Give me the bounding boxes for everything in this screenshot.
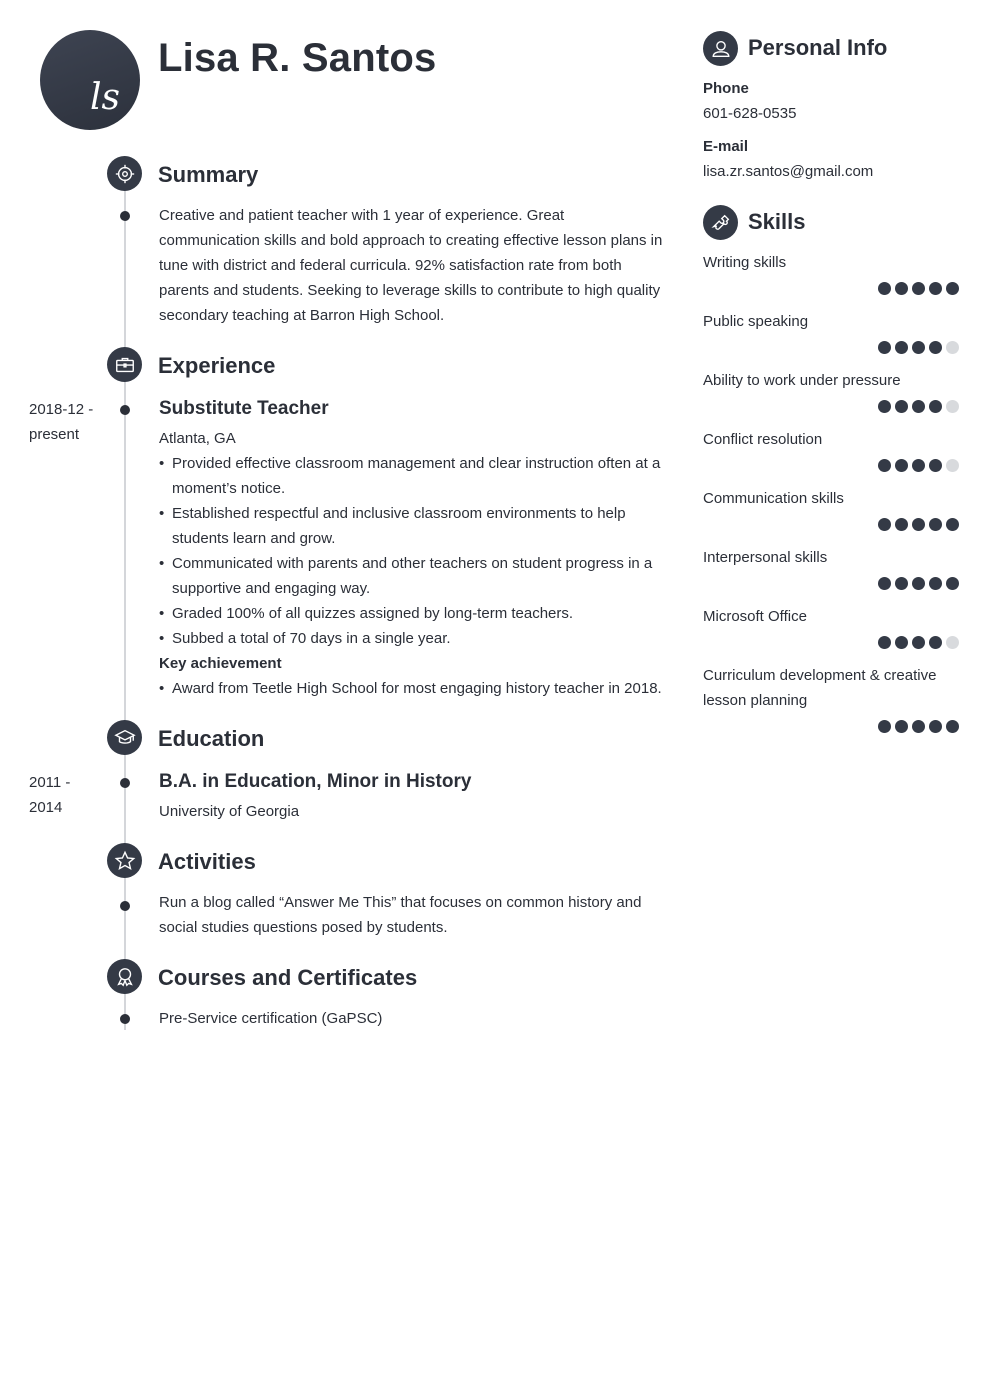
timeline-dot bbox=[120, 778, 130, 788]
activities-heading: Activities bbox=[158, 849, 256, 874]
achievement-bullets bbox=[159, 676, 669, 701]
skill-name: Interpersonal skills bbox=[703, 549, 828, 566]
summary-heading: Summary bbox=[158, 162, 259, 187]
rating-dot-filled bbox=[878, 577, 891, 590]
school-name: University of Georgia bbox=[159, 803, 300, 820]
skill-name: Ability to work under pressure bbox=[703, 372, 901, 389]
star-icon bbox=[107, 843, 142, 878]
job-title: Substitute Teacher bbox=[159, 398, 329, 419]
rating-dot-empty bbox=[946, 341, 959, 354]
rating-dot-filled bbox=[878, 400, 891, 413]
rating-dot-filled bbox=[895, 518, 908, 531]
experience-entry bbox=[159, 398, 669, 701]
skill-name: Microsoft Office bbox=[703, 608, 807, 625]
user-icon bbox=[703, 31, 738, 66]
rating-dot-filled bbox=[912, 518, 925, 531]
education-date-start: 2011 - bbox=[29, 774, 71, 791]
rating-dot-filled bbox=[929, 282, 942, 295]
rating-dot-filled bbox=[912, 720, 925, 733]
rating-dot-filled bbox=[946, 518, 959, 531]
list-item: • Established respectful and inclusive classroom environments to help students learn and grow. bbox=[159, 501, 669, 551]
rating-dot-filled bbox=[895, 577, 908, 590]
skill-name: Public speaking bbox=[703, 313, 809, 330]
rating-dot-filled bbox=[878, 341, 891, 354]
rating-dot-filled bbox=[929, 518, 942, 531]
candidate-name: Lisa R. Santos bbox=[158, 36, 437, 80]
rating-dot-filled bbox=[878, 720, 891, 733]
activities-text: Run a blog called “Answer Me This” that focuses on common history and social studies questions posed by students. bbox=[159, 894, 642, 936]
email-value: lisa.zr.santos@gmail.com bbox=[703, 163, 874, 180]
rating-dot-empty bbox=[946, 459, 959, 472]
monogram-avatar bbox=[40, 30, 140, 130]
rating-dot-filled bbox=[946, 577, 959, 590]
skill-rating bbox=[878, 577, 959, 590]
rating-dot-filled bbox=[946, 720, 959, 733]
skill-name: Curriculum development & creative lesson planning bbox=[703, 667, 937, 709]
education-entry bbox=[159, 771, 669, 824]
monogram-initials: ls bbox=[90, 77, 120, 118]
rating-dot-filled bbox=[895, 636, 908, 649]
rating-dot-filled bbox=[912, 459, 925, 472]
rating-dot-filled bbox=[929, 577, 942, 590]
education-heading: Education bbox=[158, 726, 265, 751]
rating-dot-filled bbox=[878, 282, 891, 295]
degree-title: B.A. in Education, Minor in History bbox=[159, 771, 472, 792]
skill-rating bbox=[878, 341, 959, 354]
rating-dot-filled bbox=[895, 720, 908, 733]
timeline-dot bbox=[120, 211, 130, 221]
rating-dot-filled bbox=[878, 459, 891, 472]
experience-date bbox=[29, 397, 104, 447]
rating-dot-filled bbox=[895, 400, 908, 413]
rating-dot-filled bbox=[912, 636, 925, 649]
skill-rating bbox=[878, 459, 959, 472]
rating-dot-filled bbox=[929, 400, 942, 413]
rating-dot-filled bbox=[878, 518, 891, 531]
list-item: • Award from Teetle High School for most engaging history teacher in 2018. bbox=[159, 676, 669, 701]
education-date bbox=[29, 770, 104, 820]
skill-name: Writing skills bbox=[703, 254, 787, 271]
rating-dot-filled bbox=[912, 577, 925, 590]
timeline-dot bbox=[120, 405, 130, 415]
skill-name: Communication skills bbox=[703, 490, 844, 507]
award-ribbon-icon bbox=[107, 959, 142, 994]
summary-text: Creative and patient teacher with 1 year of experience. Great communication skills and bold approach to creating effective lesson plans in tune with district and federal curricula. 92% satisfaction rate from both parents and students. Seeking to leverage skills to contribute to high quality secondary teaching at Barron High School. bbox=[159, 207, 663, 324]
rating-dot-filled bbox=[929, 459, 942, 472]
key-achievement-label: Key achievement bbox=[159, 655, 282, 672]
rating-dot-filled bbox=[912, 341, 925, 354]
rating-dot-filled bbox=[929, 720, 942, 733]
skill-rating bbox=[878, 720, 959, 733]
puzzle-icon bbox=[703, 205, 738, 240]
rating-dot-filled bbox=[895, 459, 908, 472]
rating-dot-filled bbox=[912, 282, 925, 295]
rating-dot-filled bbox=[895, 282, 908, 295]
phone-label: Phone bbox=[703, 80, 749, 97]
graduation-cap-icon bbox=[107, 720, 142, 755]
list-item: • Graded 100% of all quizzes assigned by long-term teachers. bbox=[159, 601, 669, 626]
experience-date-start: 2018-12 - bbox=[29, 401, 94, 418]
rating-dot-filled bbox=[929, 636, 942, 649]
job-bullets bbox=[159, 451, 669, 651]
briefcase-icon bbox=[107, 347, 142, 382]
list-item: • Provided effective classroom management and clear instruction often at a moment’s notice. bbox=[159, 451, 669, 501]
skill-rating bbox=[878, 636, 959, 649]
skill-rating bbox=[878, 282, 959, 295]
skill-rating bbox=[878, 518, 959, 531]
phone-value: 601-628-0535 bbox=[703, 105, 797, 122]
courses-heading: Courses and Certificates bbox=[158, 965, 418, 990]
personal-info-heading: Personal Info bbox=[748, 35, 888, 60]
skills-heading: Skills bbox=[748, 209, 806, 234]
rating-dot-filled bbox=[946, 282, 959, 295]
rating-dot-filled bbox=[912, 400, 925, 413]
skill-rating bbox=[878, 400, 959, 413]
skill-name: Conflict resolution bbox=[703, 431, 823, 448]
rating-dot-empty bbox=[946, 400, 959, 413]
job-location: Atlanta, GA bbox=[159, 430, 236, 447]
email-label: E-mail bbox=[703, 138, 749, 155]
courses-text: Pre-Service certification (GaPSC) bbox=[159, 1010, 383, 1027]
timeline-dot bbox=[120, 901, 130, 911]
timeline-dot bbox=[120, 1014, 130, 1024]
education-date-end: 2014 bbox=[29, 799, 63, 816]
rating-dot-empty bbox=[946, 636, 959, 649]
rating-dot-filled bbox=[878, 636, 891, 649]
target-icon bbox=[107, 156, 142, 191]
list-item: • Subbed a total of 70 days in a single year. bbox=[159, 626, 669, 651]
list-item: • Communicated with parents and other teachers on student progress in a supportive and engaging way. bbox=[159, 551, 669, 601]
rating-dot-filled bbox=[895, 341, 908, 354]
experience-date-end: present bbox=[29, 426, 80, 443]
experience-heading: Experience bbox=[158, 353, 276, 378]
rating-dot-filled bbox=[929, 341, 942, 354]
